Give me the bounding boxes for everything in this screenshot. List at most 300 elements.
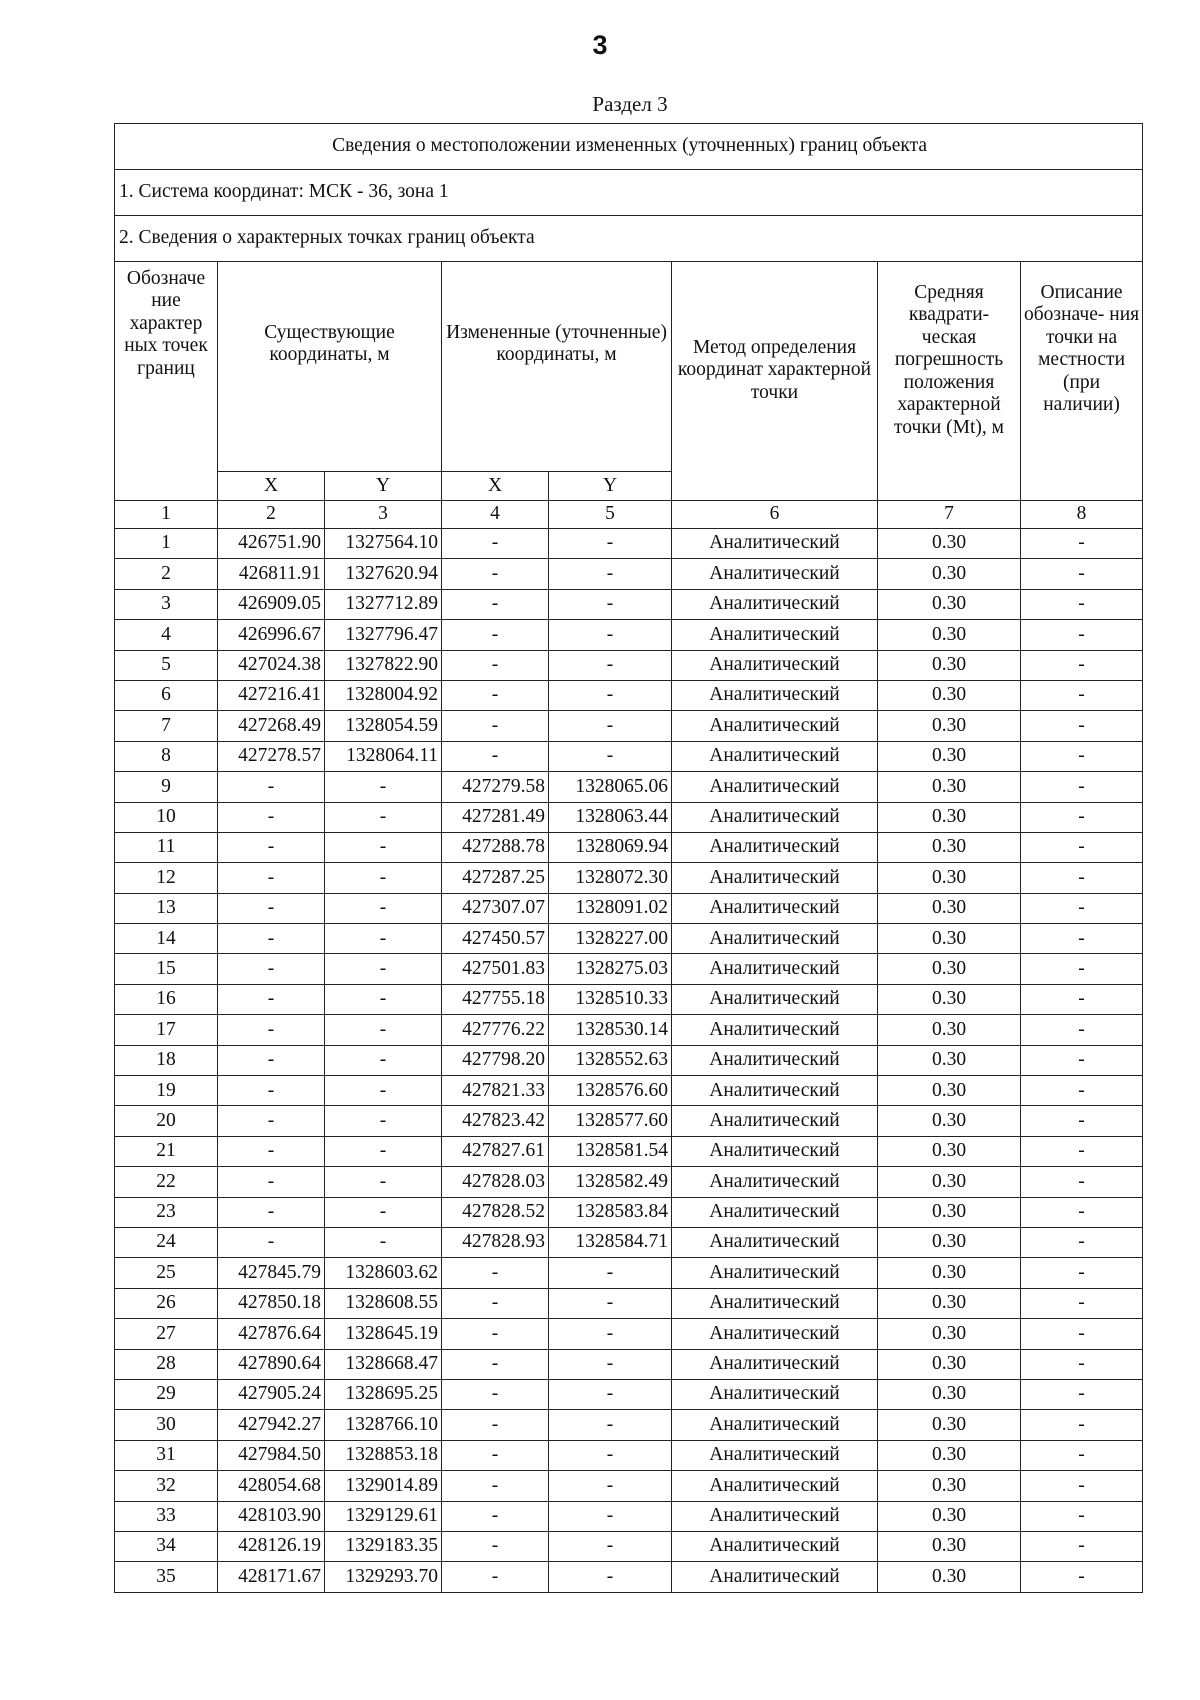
point-number-cell: 27 (115, 1319, 218, 1349)
method-cell: Аналитический (672, 1167, 878, 1197)
existing-y-cell: - (325, 1106, 442, 1136)
changed-x-cell: 427828.03 (442, 1167, 549, 1197)
existing-x-cell: 426751.90 (218, 529, 325, 559)
error-mt-cell: 0.30 (878, 1136, 1021, 1166)
description-cell: - (1021, 741, 1143, 771)
existing-y-cell: - (325, 772, 442, 802)
existing-y-cell: - (325, 1197, 442, 1227)
description-cell: - (1021, 1076, 1143, 1106)
existing-x-cell: 426811.91 (218, 559, 325, 589)
changed-y-cell: - (549, 1319, 672, 1349)
changed-x-cell: 427798.20 (442, 1045, 549, 1075)
changed-x-cell: 427288.78 (442, 832, 549, 862)
error-mt-cell: 0.30 (878, 1015, 1021, 1045)
existing-x-cell: - (218, 772, 325, 802)
table-row (115, 1349, 1143, 1379)
existing-y-cell: - (325, 1136, 442, 1166)
changed-y-cell: - (549, 680, 672, 710)
existing-y-cell: 1329183.35 (325, 1531, 442, 1561)
point-number-cell: 15 (115, 954, 218, 984)
changed-y-cell: - (549, 1471, 672, 1501)
error-mt-cell: 0.30 (878, 1106, 1021, 1136)
error-mt-cell: 0.30 (878, 1562, 1021, 1592)
description-cell: - (1021, 1227, 1143, 1257)
error-mt-cell: 0.30 (878, 832, 1021, 862)
changed-x-cell: - (442, 1288, 549, 1318)
table-row (115, 1076, 1143, 1106)
error-mt-cell: 0.30 (878, 802, 1021, 832)
description-cell: - (1021, 893, 1143, 923)
existing-y-cell: - (325, 1227, 442, 1257)
changed-y-cell: - (549, 1501, 672, 1531)
point-number-cell: 23 (115, 1197, 218, 1227)
description-cell: - (1021, 772, 1143, 802)
changed-x-cell: - (442, 589, 549, 619)
header-existing-y: Y (325, 472, 442, 501)
changed-x-cell: - (442, 529, 549, 559)
existing-y-cell: 1328004.92 (325, 680, 442, 710)
point-number-cell: 35 (115, 1562, 218, 1592)
point-number-cell: 9 (115, 772, 218, 802)
existing-x-cell: 427216.41 (218, 680, 325, 710)
error-mt-cell: 0.30 (878, 1076, 1021, 1106)
existing-y-cell: 1328064.11 (325, 741, 442, 771)
changed-y-cell: 1328584.71 (549, 1227, 672, 1257)
changed-x-cell: - (442, 1501, 549, 1531)
point-number-cell: 29 (115, 1379, 218, 1409)
changed-y-cell: - (549, 650, 672, 680)
method-cell: Аналитический (672, 741, 878, 771)
point-number-cell: 30 (115, 1410, 218, 1440)
table-row (115, 1379, 1143, 1409)
method-cell: Аналитический (672, 1379, 878, 1409)
point-number-cell: 32 (115, 1471, 218, 1501)
changed-x-cell: 427828.52 (442, 1197, 549, 1227)
description-cell: - (1021, 589, 1143, 619)
changed-y-cell: - (549, 711, 672, 741)
column-number: 4 (442, 501, 549, 529)
changed-x-cell: - (442, 620, 549, 650)
coordinate-system: 1. Система координат: МСК - 36, зона 1 (115, 170, 1143, 216)
point-number-cell: 14 (115, 924, 218, 954)
changed-x-cell: - (442, 1440, 549, 1470)
existing-x-cell: - (218, 924, 325, 954)
point-number-cell: 33 (115, 1501, 218, 1531)
column-number: 6 (672, 501, 878, 529)
existing-x-cell: 427268.49 (218, 711, 325, 741)
error-mt-cell: 0.30 (878, 741, 1021, 771)
table-row (115, 1015, 1143, 1045)
changed-y-cell: 1328583.84 (549, 1197, 672, 1227)
method-cell: Аналитический (672, 832, 878, 862)
existing-y-cell: 1329014.89 (325, 1471, 442, 1501)
changed-x-cell: 427823.42 (442, 1106, 549, 1136)
table-row (115, 832, 1143, 862)
error-mt-cell: 0.30 (878, 680, 1021, 710)
changed-x-cell: - (442, 1258, 549, 1288)
method-cell: Аналитический (672, 1319, 878, 1349)
table-row (115, 529, 1143, 559)
column-number: 3 (325, 501, 442, 529)
existing-x-cell: 428171.67 (218, 1562, 325, 1592)
existing-x-cell: - (218, 893, 325, 923)
existing-y-cell: - (325, 893, 442, 923)
point-number-cell: 21 (115, 1136, 218, 1166)
error-mt-cell: 0.30 (878, 711, 1021, 741)
error-mt-cell: 0.30 (878, 1531, 1021, 1561)
error-mt-cell: 0.30 (878, 893, 1021, 923)
changed-x-cell: 427307.07 (442, 893, 549, 923)
changed-y-cell: 1328576.60 (549, 1076, 672, 1106)
existing-y-cell: 1327620.94 (325, 559, 442, 589)
error-mt-cell: 0.30 (878, 1440, 1021, 1470)
point-number-cell: 28 (115, 1349, 218, 1379)
description-cell: - (1021, 1288, 1143, 1318)
existing-y-cell: 1329293.70 (325, 1562, 442, 1592)
method-cell: Аналитический (672, 1288, 878, 1318)
existing-x-cell: - (218, 1076, 325, 1106)
table-row (115, 924, 1143, 954)
error-mt-cell: 0.30 (878, 1197, 1021, 1227)
description-cell: - (1021, 1349, 1143, 1379)
method-cell: Аналитический (672, 1531, 878, 1561)
changed-y-cell: 1328065.06 (549, 772, 672, 802)
existing-y-cell: - (325, 1167, 442, 1197)
page-number: 3 (592, 30, 608, 60)
error-mt-cell: 0.30 (878, 924, 1021, 954)
changed-x-cell: - (442, 1531, 549, 1561)
description-cell: - (1021, 680, 1143, 710)
changed-y-cell: - (549, 1410, 672, 1440)
point-number-cell: 10 (115, 802, 218, 832)
description-cell: - (1021, 863, 1143, 893)
point-number-cell: 31 (115, 1440, 218, 1470)
table-row (115, 984, 1143, 1014)
table-title: Сведения о местоположении измененных (уточненных) границ объекта (115, 124, 1143, 170)
existing-y-cell: - (325, 863, 442, 893)
description-cell: - (1021, 1440, 1143, 1470)
changed-y-cell: - (549, 1349, 672, 1379)
changed-x-cell: - (442, 1379, 549, 1409)
description-cell: - (1021, 650, 1143, 680)
existing-x-cell: - (218, 954, 325, 984)
changed-y-cell: 1328582.49 (549, 1167, 672, 1197)
existing-x-cell: - (218, 832, 325, 862)
method-cell: Аналитический (672, 680, 878, 710)
changed-y-cell: - (549, 1531, 672, 1561)
existing-y-cell: 1328695.25 (325, 1379, 442, 1409)
description-cell: - (1021, 1531, 1143, 1561)
existing-y-cell: 1328668.47 (325, 1349, 442, 1379)
table-row (115, 1501, 1143, 1531)
boundary-points-table (114, 123, 1143, 1593)
changed-x-cell: 427827.61 (442, 1136, 549, 1166)
changed-x-cell: 427279.58 (442, 772, 549, 802)
point-number-cell: 4 (115, 620, 218, 650)
changed-y-cell: - (549, 741, 672, 771)
changed-y-cell: 1328091.02 (549, 893, 672, 923)
error-mt-cell: 0.30 (878, 559, 1021, 589)
error-mt-cell: 0.30 (878, 863, 1021, 893)
existing-y-cell: - (325, 1045, 442, 1075)
description-cell: - (1021, 529, 1143, 559)
changed-y-cell: - (549, 1379, 672, 1409)
table-row (115, 1197, 1143, 1227)
existing-y-cell: - (325, 1076, 442, 1106)
method-cell: Аналитический (672, 620, 878, 650)
existing-y-cell: - (325, 1015, 442, 1045)
table-row (115, 802, 1143, 832)
existing-x-cell: - (218, 1136, 325, 1166)
changed-x-cell: - (442, 1562, 549, 1592)
table-row (115, 650, 1143, 680)
section-label: Раздел 3 (592, 92, 668, 116)
method-cell: Аналитический (672, 772, 878, 802)
existing-x-cell: - (218, 1045, 325, 1075)
point-number-cell: 8 (115, 741, 218, 771)
description-cell: - (1021, 1045, 1143, 1075)
point-number-cell: 11 (115, 832, 218, 862)
description-cell: - (1021, 711, 1143, 741)
changed-y-cell: - (549, 529, 672, 559)
method-cell: Аналитический (672, 1106, 878, 1136)
description-cell: - (1021, 954, 1143, 984)
header-changed-y: Y (549, 472, 672, 501)
existing-y-cell: - (325, 954, 442, 984)
point-number-cell: 3 (115, 589, 218, 619)
table-row (115, 1106, 1143, 1136)
table-row (115, 559, 1143, 589)
existing-x-cell: 427850.18 (218, 1288, 325, 1318)
method-cell: Аналитический (672, 863, 878, 893)
changed-y-cell: - (549, 559, 672, 589)
method-cell: Аналитический (672, 1136, 878, 1166)
header-method: Метод определения координат характерной точки (672, 262, 878, 501)
existing-x-cell: - (218, 984, 325, 1014)
method-cell: Аналитический (672, 711, 878, 741)
existing-y-cell: - (325, 832, 442, 862)
existing-y-cell: 1328645.19 (325, 1319, 442, 1349)
error-mt-cell: 0.30 (878, 620, 1021, 650)
error-mt-cell: 0.30 (878, 772, 1021, 802)
method-cell: Аналитический (672, 650, 878, 680)
existing-x-cell: - (218, 1015, 325, 1045)
existing-x-cell: 427876.64 (218, 1319, 325, 1349)
table-row (115, 1136, 1143, 1166)
existing-y-cell: - (325, 984, 442, 1014)
existing-x-cell: - (218, 1167, 325, 1197)
changed-y-cell: - (549, 589, 672, 619)
existing-y-cell: 1327796.47 (325, 620, 442, 650)
changed-x-cell: - (442, 1471, 549, 1501)
error-mt-cell: 0.30 (878, 1349, 1021, 1379)
description-cell: - (1021, 559, 1143, 589)
method-cell: Аналитический (672, 1076, 878, 1106)
changed-y-cell: 1328227.00 (549, 924, 672, 954)
description-cell: - (1021, 802, 1143, 832)
table-row (115, 1562, 1143, 1592)
changed-x-cell: - (442, 711, 549, 741)
point-number-cell: 12 (115, 863, 218, 893)
method-cell: Аналитический (672, 893, 878, 923)
error-mt-cell: 0.30 (878, 1288, 1021, 1318)
point-number-cell: 2 (115, 559, 218, 589)
existing-y-cell: 1328603.62 (325, 1258, 442, 1288)
description-cell: - (1021, 984, 1143, 1014)
changed-y-cell: 1328069.94 (549, 832, 672, 862)
header-changed-x: X (442, 472, 549, 501)
changed-y-cell: 1328275.03 (549, 954, 672, 984)
table-row (115, 863, 1143, 893)
description-cell: - (1021, 1197, 1143, 1227)
method-cell: Аналитический (672, 1258, 878, 1288)
existing-x-cell: 426909.05 (218, 589, 325, 619)
description-cell: - (1021, 1015, 1143, 1045)
changed-y-cell: 1328552.63 (549, 1045, 672, 1075)
error-mt-cell: 0.30 (878, 1167, 1021, 1197)
existing-x-cell: 427890.64 (218, 1349, 325, 1379)
existing-x-cell: 428126.19 (218, 1531, 325, 1561)
method-cell: Аналитический (672, 559, 878, 589)
changed-x-cell: 427281.49 (442, 802, 549, 832)
description-cell: - (1021, 832, 1143, 862)
changed-y-cell: - (549, 620, 672, 650)
changed-y-cell: - (549, 1562, 672, 1592)
points-heading: 2. Сведения о характерных точках границ объекта (115, 216, 1143, 262)
existing-y-cell: 1327822.90 (325, 650, 442, 680)
error-mt-cell: 0.30 (878, 1471, 1021, 1501)
table-row (115, 620, 1143, 650)
table-row (115, 741, 1143, 771)
method-cell: Аналитический (672, 802, 878, 832)
changed-y-cell: 1328581.54 (549, 1136, 672, 1166)
existing-x-cell: - (218, 802, 325, 832)
changed-y-cell: 1328072.30 (549, 863, 672, 893)
method-cell: Аналитический (672, 1197, 878, 1227)
point-number-cell: 18 (115, 1045, 218, 1075)
point-number-cell: 26 (115, 1288, 218, 1318)
existing-y-cell: 1328766.10 (325, 1410, 442, 1440)
changed-x-cell: 427755.18 (442, 984, 549, 1014)
changed-x-cell: - (442, 741, 549, 771)
changed-x-cell: 427450.57 (442, 924, 549, 954)
table-row (115, 954, 1143, 984)
changed-x-cell: - (442, 1319, 549, 1349)
point-number-cell: 7 (115, 711, 218, 741)
method-cell: Аналитический (672, 1471, 878, 1501)
header-changed-coordinates: Измененные (уточненные) координаты, м (442, 262, 672, 472)
existing-x-cell: 427845.79 (218, 1258, 325, 1288)
changed-y-cell: - (549, 1258, 672, 1288)
method-cell: Аналитический (672, 984, 878, 1014)
point-number-cell: 19 (115, 1076, 218, 1106)
method-cell: Аналитический (672, 1410, 878, 1440)
error-mt-cell: 0.30 (878, 1410, 1021, 1440)
point-number-cell: 22 (115, 1167, 218, 1197)
table-row (115, 772, 1143, 802)
table-row (115, 1440, 1143, 1470)
method-cell: Аналитический (672, 1349, 878, 1379)
method-cell: Аналитический (672, 1562, 878, 1592)
existing-x-cell: 427905.24 (218, 1379, 325, 1409)
table-row (115, 1167, 1143, 1197)
existing-x-cell: 426996.67 (218, 620, 325, 650)
header-mean-square-error: Средняя квадрати- ческая погрешность положения характерной точки (Mt), м (878, 262, 1021, 501)
column-number: 2 (218, 501, 325, 529)
existing-y-cell: 1328054.59 (325, 711, 442, 741)
description-cell: - (1021, 1410, 1143, 1440)
existing-y-cell: 1329129.61 (325, 1501, 442, 1531)
header-point-description: Описание обозначе- ния точки на местности (при наличии) (1021, 262, 1143, 501)
header-existing-x: X (218, 472, 325, 501)
column-numbers-row (115, 501, 1143, 529)
changed-y-cell: 1328063.44 (549, 802, 672, 832)
existing-y-cell: 1328608.55 (325, 1288, 442, 1318)
table-row (115, 1258, 1143, 1288)
changed-x-cell: 427821.33 (442, 1076, 549, 1106)
description-cell: - (1021, 620, 1143, 650)
table-row (115, 589, 1143, 619)
changed-x-cell: - (442, 1349, 549, 1379)
point-number-cell: 34 (115, 1531, 218, 1561)
existing-x-cell: 428054.68 (218, 1471, 325, 1501)
changed-y-cell: - (549, 1288, 672, 1318)
error-mt-cell: 0.30 (878, 1319, 1021, 1349)
description-cell: - (1021, 1136, 1143, 1166)
table-row (115, 1227, 1143, 1257)
point-number-cell: 16 (115, 984, 218, 1014)
changed-x-cell: 427776.22 (442, 1015, 549, 1045)
method-cell: Аналитический (672, 1501, 878, 1531)
error-mt-cell: 0.30 (878, 1227, 1021, 1257)
point-number-cell: 5 (115, 650, 218, 680)
error-mt-cell: 0.30 (878, 1258, 1021, 1288)
changed-x-cell: - (442, 559, 549, 589)
method-cell: Аналитический (672, 529, 878, 559)
table-row (115, 1471, 1143, 1501)
description-cell: - (1021, 1501, 1143, 1531)
existing-x-cell: - (218, 1227, 325, 1257)
description-cell: - (1021, 1106, 1143, 1136)
point-number-cell: 13 (115, 893, 218, 923)
error-mt-cell: 0.30 (878, 1379, 1021, 1409)
table-row (115, 711, 1143, 741)
description-cell: - (1021, 1319, 1143, 1349)
existing-y-cell: 1327564.10 (325, 529, 442, 559)
existing-x-cell: 427984.50 (218, 1440, 325, 1470)
changed-x-cell: 427501.83 (442, 954, 549, 984)
description-cell: - (1021, 1167, 1143, 1197)
error-mt-cell: 0.30 (878, 650, 1021, 680)
method-cell: Аналитический (672, 1045, 878, 1075)
changed-x-cell: 427287.25 (442, 863, 549, 893)
description-cell: - (1021, 1379, 1143, 1409)
error-mt-cell: 0.30 (878, 589, 1021, 619)
description-cell: - (1021, 1471, 1143, 1501)
error-mt-cell: 0.30 (878, 954, 1021, 984)
changed-y-cell: - (549, 1440, 672, 1470)
existing-x-cell: - (218, 863, 325, 893)
column-number: 5 (549, 501, 672, 529)
method-cell: Аналитический (672, 1227, 878, 1257)
table-row (115, 1319, 1143, 1349)
method-cell: Аналитический (672, 954, 878, 984)
method-cell: Аналитический (672, 1440, 878, 1470)
column-number: 8 (1021, 501, 1143, 529)
point-number-cell: 17 (115, 1015, 218, 1045)
header-existing-coordinates: Существующие координаты, м (218, 262, 442, 472)
column-number: 7 (878, 501, 1021, 529)
